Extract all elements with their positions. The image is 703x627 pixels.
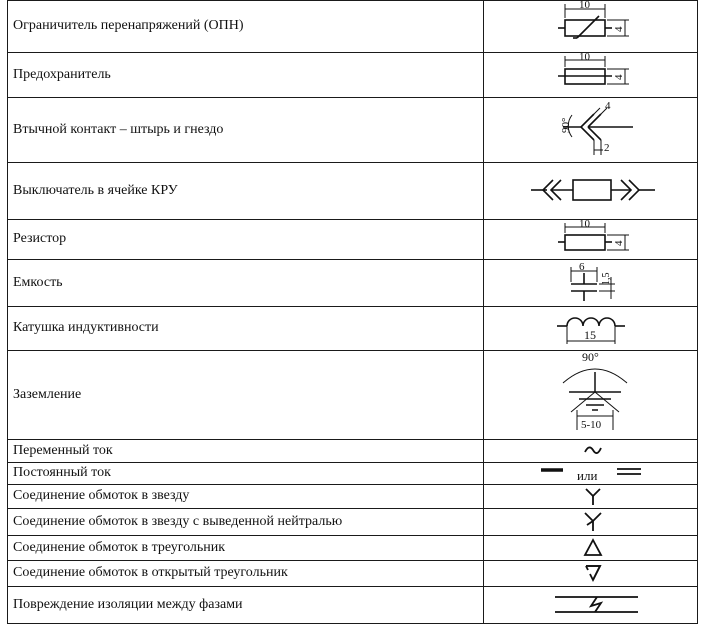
row-label-ac: Переменный ток bbox=[13, 442, 113, 458]
row-label-surge-arrester: Ограничитель перенапряжений (ОПН) bbox=[13, 18, 244, 33]
alternating-current-icon bbox=[483, 439, 698, 462]
ground-icon bbox=[483, 350, 698, 439]
dim-length: 10 bbox=[579, 218, 590, 230]
fuse-icon bbox=[483, 52, 698, 97]
table-border-left bbox=[7, 0, 8, 624]
dim-length: 10 bbox=[579, 51, 590, 63]
star-neutral-connection-icon bbox=[483, 508, 698, 535]
dim-width: 4 bbox=[613, 74, 625, 80]
row-label-delta: Соединение обмоток в треугольник bbox=[13, 539, 226, 555]
star-connection-icon bbox=[483, 484, 698, 508]
dim-length: 15 bbox=[584, 328, 596, 342]
row-label-insulation-fault: Повреждение изоляции между фазами bbox=[13, 596, 243, 612]
dim-gap: 2 bbox=[604, 142, 610, 154]
dim-width: 5-10 bbox=[581, 419, 602, 431]
dim-gap: 1,5 bbox=[601, 272, 612, 285]
row-label-inductor: Катушка индуктивности bbox=[13, 320, 159, 335]
surge-arrester-icon bbox=[483, 0, 698, 52]
symbols-table bbox=[7, 0, 698, 624]
dim-width: 4 bbox=[605, 100, 611, 112]
dim-angle: 90° bbox=[582, 350, 599, 364]
dim-width: 4 bbox=[613, 240, 625, 246]
row-label-resistor: Резистор bbox=[13, 231, 67, 246]
row-label-open-delta: Соединение обмоток в открытый треугольник bbox=[13, 565, 288, 580]
row-label-fuse: Предохранитель bbox=[13, 66, 111, 82]
row-label-ground: Заземление bbox=[13, 386, 82, 402]
row-label-plug-contact: Втычной контакт – штырь и гнездо bbox=[13, 121, 224, 137]
dim-width: 4 bbox=[613, 26, 625, 32]
delta-connection-icon bbox=[483, 535, 698, 560]
dim-length: 10 bbox=[579, 0, 590, 11]
dim-width: 6 bbox=[579, 261, 585, 273]
phase-insulation-fault-icon bbox=[483, 586, 698, 623]
capacitor-icon bbox=[483, 259, 698, 306]
table-border-bottom bbox=[7, 623, 698, 624]
row-label-capacitor: Емкость bbox=[13, 274, 63, 290]
row-label-dc: Постоянный ток bbox=[13, 465, 111, 480]
resistor-icon bbox=[483, 219, 698, 259]
row-label-star-neutral: Соединение обмоток в звезду с выведенной нейтралью bbox=[13, 513, 343, 529]
plug-socket-contact-icon bbox=[483, 97, 698, 162]
open-delta-connection-icon bbox=[483, 560, 698, 586]
inductor-coil-icon bbox=[483, 306, 698, 350]
row-label-switchgear: Выключатель в ячейке КРУ bbox=[13, 182, 178, 198]
dim-angle: 90° bbox=[560, 117, 572, 133]
switchgear-breaker-icon bbox=[483, 162, 698, 219]
direct-current-icon bbox=[483, 462, 698, 484]
or-text: или bbox=[577, 468, 598, 483]
row-label-star: Соединение обмоток в звезду bbox=[13, 488, 190, 503]
